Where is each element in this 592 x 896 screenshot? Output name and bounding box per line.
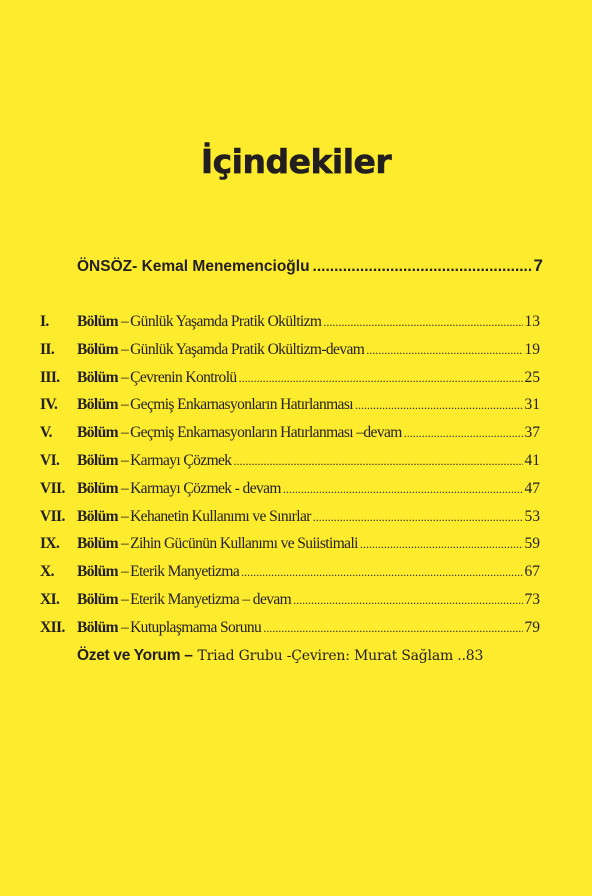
chapter-separator: – <box>120 535 129 553</box>
chapter-word: Bölüm <box>77 396 118 414</box>
chapter-page-number: 53 <box>524 507 540 525</box>
toc-row <box>40 424 540 452</box>
chapter-numeral: XI. <box>40 590 60 608</box>
toc-row <box>40 313 540 341</box>
dot-leader <box>313 510 523 525</box>
chapter-title: Geçmiş Enkarnasyonların Hatırlanması –devam <box>130 424 402 442</box>
dot-leader <box>366 343 522 358</box>
page-title: İçindekiler <box>200 142 392 181</box>
chapter-word: Bölüm <box>77 451 118 469</box>
toc-row <box>40 452 540 480</box>
chapter-numeral: X. <box>40 563 54 581</box>
chapter-title: Karmayı Çözmek <box>130 451 232 469</box>
chapter-page-number: 19 <box>524 340 540 358</box>
chapter-page-number: 79 <box>524 618 540 636</box>
chapter-title: Eterik Manyetizma – devam <box>130 590 292 608</box>
chapter-numeral: II. <box>40 340 55 358</box>
chapter-separator: – <box>120 368 129 386</box>
summary-label: Özet ve Yorum – <box>77 646 193 664</box>
chapter-title: Eterik Manyetizma <box>130 563 240 581</box>
chapter-numeral: XII. <box>40 618 65 636</box>
chapter-page-number: 41 <box>524 451 540 469</box>
chapter-page-number: 59 <box>524 535 540 553</box>
preface-page-number: 7 <box>533 256 543 275</box>
chapter-numeral: I. <box>40 313 49 330</box>
chapter-word: Bölüm <box>77 590 118 608</box>
chapter-title: Zihin Gücünün Kullanımı ve Suiistimali <box>130 535 358 553</box>
chapter-separator: – <box>120 396 129 414</box>
summary-entry <box>40 647 540 673</box>
chapter-page-number: 73 <box>524 590 540 608</box>
preface-label: ÖNSÖZ- Kemal Menemencioğlu <box>77 258 310 275</box>
chapter-page-number: 31 <box>524 396 540 414</box>
dot-leader <box>313 258 531 276</box>
chapter-word: Bölüm <box>77 368 118 386</box>
chapter-separator: – <box>120 424 129 442</box>
chapter-word: Bölüm <box>77 618 118 636</box>
chapter-title: Çevrenin Kontrolü <box>130 368 237 386</box>
chapter-title: Geçmiş Enkarnasyonların Hatırlanması <box>130 396 353 414</box>
chapter-word: Bölüm <box>77 424 118 442</box>
chapter-separator: – <box>120 479 129 497</box>
chapter-word: Bölüm <box>77 313 118 330</box>
toc-row <box>40 591 540 619</box>
chapter-page-number: 67 <box>524 563 540 581</box>
chapter-word: Bölüm <box>77 340 118 358</box>
chapter-word: Bölüm <box>77 479 118 497</box>
table-of-contents <box>40 313 540 673</box>
chapter-separator: – <box>120 618 129 636</box>
toc-row <box>40 563 540 591</box>
dot-leader <box>263 621 522 636</box>
chapter-list <box>40 313 540 647</box>
toc-row <box>40 619 540 647</box>
chapter-numeral: IV. <box>40 396 58 414</box>
chapter-numeral: VI. <box>40 451 60 469</box>
chapter-title: Günlük Yaşamda Pratik Okültizm <box>130 313 322 330</box>
chapter-numeral: III. <box>40 368 60 386</box>
chapter-word: Bölüm <box>77 535 118 553</box>
dot-leader <box>283 482 523 497</box>
chapter-title: Kutuplaşmama Sorunu <box>130 618 262 636</box>
dot-leader <box>241 565 522 580</box>
chapter-separator: – <box>120 563 129 581</box>
dot-leader <box>355 398 523 413</box>
chapter-word: Bölüm <box>77 507 118 525</box>
chapter-word: Bölüm <box>77 563 118 581</box>
chapter-separator: – <box>120 451 129 469</box>
dot-leader <box>323 315 522 330</box>
summary-text: Triad Grubu -Çeviren: Murat Sağlam ..83 <box>197 647 484 664</box>
preface-entry <box>77 256 543 276</box>
chapter-page-number: 47 <box>524 479 540 497</box>
dot-leader <box>239 371 523 386</box>
chapter-title: Günlük Yaşamda Pratik Okültizm-devam <box>130 340 365 358</box>
chapter-page-number: 37 <box>524 424 540 442</box>
toc-row <box>40 508 540 536</box>
chapter-separator: – <box>120 507 129 525</box>
toc-row <box>40 396 540 424</box>
chapter-numeral: V. <box>40 424 52 442</box>
dot-leader <box>233 454 522 469</box>
chapter-numeral: VII. <box>40 507 65 525</box>
dot-leader <box>404 426 523 441</box>
chapter-separator: – <box>120 313 129 330</box>
chapter-title: Kehanetin Kullanımı ve Sınırlar <box>130 507 311 525</box>
toc-row <box>40 480 540 508</box>
dot-leader <box>293 593 522 608</box>
chapter-separator: – <box>120 590 129 608</box>
chapter-separator: – <box>120 340 129 358</box>
chapter-page-number: 25 <box>524 368 540 386</box>
chapter-numeral: VII. <box>40 479 65 497</box>
toc-row <box>40 369 540 397</box>
chapter-page-number: 13 <box>524 313 540 330</box>
toc-row <box>40 341 540 369</box>
dot-leader <box>360 537 523 552</box>
toc-row <box>40 535 540 563</box>
chapter-title: Karmayı Çözmek - devam <box>130 479 281 497</box>
chapter-numeral: IX. <box>40 535 60 553</box>
